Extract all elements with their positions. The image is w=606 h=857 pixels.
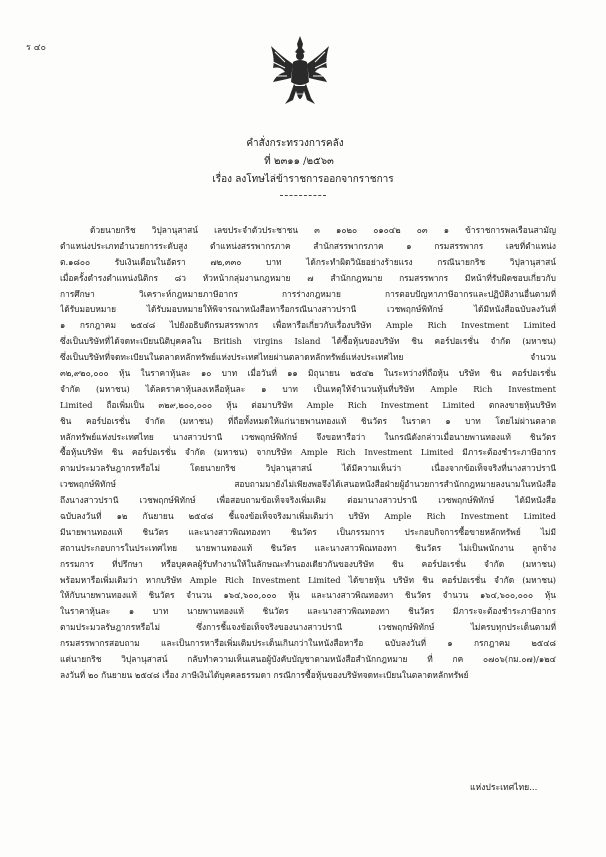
- body-line: ลงวันที่ ๒๐ กันยายน ๒๕๔๘ เรื่อง ภาษีเงินได้บุคคลธรรมดา กรณีการซื้อหุ้นของบริษัทจดทะเบียนในตลาดหลักทรัพย์: [60, 669, 469, 680]
- corner-mark: ร ๔๐: [26, 43, 46, 53]
- garuda-emblem-icon: [267, 34, 333, 114]
- body-line: ต.๑๘๐๐ รับเงินเดือนในอัตรา ๗๒,๓๓๐ บาท ได้กระทำผิดวินัยอย่างร้ายแรง กรณีนายกริช วิปุลานุสาสน์: [60, 256, 556, 267]
- body-line: ซื้อหุ้นบริษัท ชิน คอร์ปอเรชั่น จำกัด (มหาชน) จากบริษัท Ample Rich Investment Limited มีภาระต้องชำระภาษีอากร: [60, 447, 556, 458]
- body-line: ให้กับนายพานทองแท้ ชินวัตร จำนวน ๑๖๔,๖๐๐,๐๐๐ หุ้น และนางสาวพิณทองทา ชินวัตร จำนวน ๑๖๔,๖๐๐,๐๐๐ หุ้น: [60, 590, 556, 601]
- body-line: มีนายพานทองแท้ ชินวัตร และนางสาวพิณทองทา ชินวัตร เป็นกรรมการ ประกอบกิจการซื้อขายหลักทรัพย์ ไม่มี: [60, 526, 556, 537]
- body-line: หลักทรัพย์แห่งประเทศไทย นางสาวปรานี เวชพฤกษ์พิทักษ์ จึงขอหารือว่า ในกรณีดังกล่าวเมื่อนายพานทองแท้ ชินวัตร: [60, 431, 556, 442]
- body-line: ถึงนางสาวปรานี เวชพฤกษ์พิทักษ์ เพื่อสอบถามข้อเท็จจริงเพิ่มเติม ต่อมานางสาวปรานี เวชพฤกษ์พิทักษ์ ได้มีหนังสือ: [60, 495, 556, 506]
- body-line: ได้รับมอบหมาย ได้รับมอบหมายให้พิจารณาหนังสือหารือกรณีนางสาวปรานี เวชพฤกษ์พิทักษ์ ได้มีหนังสือฉบับลงวันที่: [60, 304, 556, 315]
- body-line: แต่นายกริช วิปุลานุสาสน์ กลับทำความเห็นเสนอผู้บังคับบัญชาตามหนังสือสำนักกฎหมาย ที่ กค ๐๗๐๖(กม.๐๗)/๑๒๔: [60, 654, 556, 665]
- body-line: สถานประกอบการในประเทศไทย นายพานทองแท้ ชินวัตร และนางสาวพิณทองทา ชินวัตร ไม่เป็นพนักงาน ลูกจ้าง: [60, 542, 556, 553]
- body-line: ๓๒,๙๒๐,๐๐๐ หุ้น ในราคาหุ้นละ ๑๐ บาท เมื่อวันที่ ๑๑ มิถุนายน ๒๕๔๒ ในระหว่างที่ถือหุ้น บริษัท ชิน คอร์ปอเรชั่น: [60, 368, 556, 379]
- body-line: ๑ กรกฎาคม ๒๕๔๘ ไปยังอธิบดีกรมสรรพากร เพื่อหารือเกี่ยวกับเรื่องบริษัท Ample Rich Investment Limited: [60, 320, 556, 331]
- body-line: ตามประมวลรัษฎากรหรือไม่ โดยนายกริช วิปุลานุสาสน์ ได้มีความเห็นว่า เนื่องจากข้อเท็จจริงที่นางสาวปรานี: [60, 463, 556, 474]
- body-line: จำกัด (มหาชน) ได้ลดราคาหุ้นลงเหลือหุ้นละ ๑ บาท เป็นเหตุให้จำนวนหุ้นที่บริษัท Ample Rich Investment: [60, 383, 556, 394]
- order-body: [60, 223, 556, 684]
- order-subject: เรื่อง ลงโทษไล่ข้าราชการออกจากราชการ: [212, 174, 394, 185]
- body-line: การศึกษา วิเคราะห์กฎหมายภาษีอากร การร่างกฎหมาย การตอบปัญหาภาษีอากรและปฏิบัติงานอื่นตามที่: [60, 288, 556, 299]
- body-line: ตามประมวลรัษฎากรหรือไม่ ซึ่งการชี้แจงข้อเท็จจริงของนางสาวปรานี เวชพฤกษ์พิทักษ์ ไม่ครบทุกประเด็นตามที่: [60, 622, 556, 633]
- body-line: ตำแหน่งประเภทอำนวยการระดับสูง ตำแหน่งสรรพากรภาค สำนักสรรพากรภาค ๑ กรมสรรพากร เลขที่ตำแหน่ง: [60, 240, 556, 251]
- body-line: พร้อมหารือเพิ่มเติมว่า หากบริษัท Ample Rich Investment Limited ได้ขายหุ้น บริษัท ชิน คอร์ปอเรชั่น จำกัด (มหาชน): [60, 574, 556, 585]
- body-line: เมื่อครั้งดำรงตำแหน่งนิติกร ๘ว หัวหน้ากลุ่มงานกฎหมาย ๗ สำนักกฎหมาย กรมสรรพากร มีหน้าที่รับผิดชอบเกี่ยวกับ: [60, 272, 556, 283]
- order-number: ที่ ๒๓๑๑ /๒๕๖๓: [264, 156, 334, 167]
- body-line: เวชพฤกษ์พิทักษ์ สอบถามมายังไม่เพียงพอจึงได้เสนอหนังสือฝ่ายผู้อำนวยการสำนักกฎหมายลงนามในหนังสือ: [60, 479, 556, 490]
- body-line: กรรมการ ที่ปรึกษา หรือบุคคลผู้รับทำงานให้ในลักษณะทำนองเดียวกันของบริษัท ชิน คอร์ปอเรชั่น จำกัด (มหาชน): [60, 558, 556, 569]
- body-line: ซึ่งเป็นบริษัทที่ได้จดทะเบียนนิติบุคคลใน British virgins Island ได้ซื้อหุ้นของบริษัท ชิน คอร์ปอเรชั่น จำกัด (มหาชน): [60, 336, 556, 347]
- body-line: ด้วยนายกริช วิปุลานุสาสน์ เลขประจำตัวประชาชน ๓ ๑๐๒๐ ๐๑๐๔๒ ๐๓ ๑ ข้าราชการพลเรือนสามัญ: [90, 225, 556, 235]
- header-divider: [280, 195, 326, 197]
- body-line: Limited ถือเพิ่มเป็น ๓๒๙,๒๐๐,๐๐๐ หุ้น ต่อมาบริษัท Ample Rich Investment Limited ตกลงขายหุ้นบริษัท: [60, 399, 556, 410]
- body-line: กรมสรรพากรสอบถาม และเป็นการหารือเพิ่มเติมประเด็นเกินกว่าในหนังสือหารือ ฉบับลงวันที่ ๑ กรกฎาคม ๒๕๔๘: [60, 638, 556, 649]
- continuation-note: แห่งประเทศไทย...: [470, 783, 538, 793]
- body-line: ฉบับลงวันที่ ๑๒ กันยายน ๒๕๔๘ ชี้แจงข้อเท็จจริงมาเพิ่มเติมว่า บริษัท Ample Rich Investment Limited: [60, 511, 556, 522]
- body-line: ซึ่งเป็นบริษัทที่จดทะเบียนในตลาดหลักทรัพย์แห่งประเทศไทยผ่านตลาดหลักทรัพย์แห่งประเทศไทย จำนวน: [60, 352, 556, 363]
- body-line: ชิน คอร์ปอเรชั่น จำกัด (มหาชน) ที่ถือทั้งหมดให้แก่นายพานทองแท้ ชินวัตร ในราคา ๑ บาท โดยไม่ผ่านตลาด: [60, 415, 556, 426]
- body-line: ในราคาหุ้นละ ๑ บาท นายพานทองแท้ ชินวัตร และนางสาวพิณทองทา ชินวัตร มีภาระจะต้องชำระภาษีอากร: [60, 606, 556, 617]
- order-title: คำสั่งกระทรวงการคลัง: [246, 138, 344, 149]
